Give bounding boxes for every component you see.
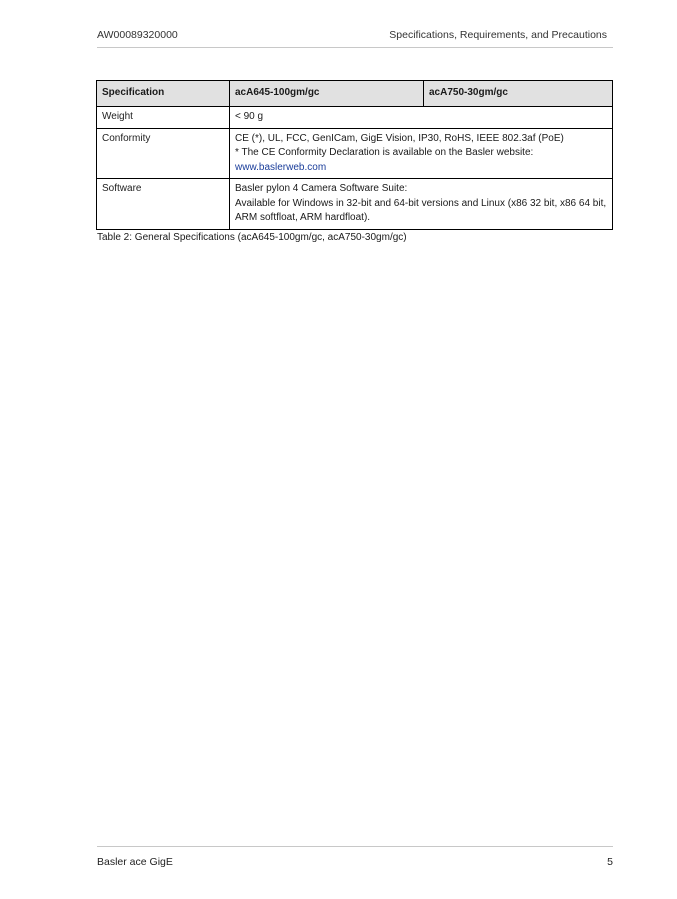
section-title: Specifications, Requirements, and Precautions — [389, 29, 607, 41]
table-row-weight — [97, 107, 613, 129]
row-label-conformity: Conformity — [97, 128, 230, 179]
row-label-weight: Weight — [97, 107, 230, 129]
row-label-software: Software — [97, 179, 230, 230]
header-divider — [97, 47, 613, 48]
footer-divider — [97, 846, 613, 847]
table-header-row — [97, 81, 613, 107]
table-caption: Table 2: General Specifications (acA645-100gm/gc, acA750-30gm/gc) — [97, 232, 407, 243]
row-value-software — [230, 179, 613, 230]
row-value-conformity — [230, 128, 613, 179]
column-header-aca750: acA750-30gm/gc — [424, 81, 613, 107]
table-row-software — [97, 179, 613, 230]
weight-value: < 90 g — [235, 111, 264, 122]
basler-website-link[interactable]: www.baslerweb.com — [235, 161, 327, 173]
page-header — [97, 29, 607, 47]
table-row-conformity — [97, 128, 613, 179]
page-footer — [97, 856, 613, 872]
footer-product-name: Basler ace GigE — [97, 856, 173, 868]
column-header-aca645: acA645-100gm/gc — [230, 81, 424, 107]
software-suite: Basler pylon 4 Camera Software Suite: — [235, 183, 408, 194]
column-header-specification: Specification — [97, 81, 230, 107]
conformity-footnote: * The CE Conformity Declaration is available on the Basler website: — [235, 147, 534, 158]
software-platforms: Available for Windows in 32-bit and 64-bit versions and Linux (x86 32 bit, x86 64 bit, ARM softfloat, ARM hardfloat). — [235, 197, 607, 223]
page-number: 5 — [607, 856, 613, 868]
conformity-standards: CE (*), UL, FCC, GenICam, GigE Vision, IP30, RoHS, IEEE 802.3af (PoE) — [235, 132, 564, 144]
row-value-weight — [230, 107, 613, 129]
general-specifications-table — [96, 80, 613, 230]
document-number: AW00089320000 — [97, 29, 178, 41]
